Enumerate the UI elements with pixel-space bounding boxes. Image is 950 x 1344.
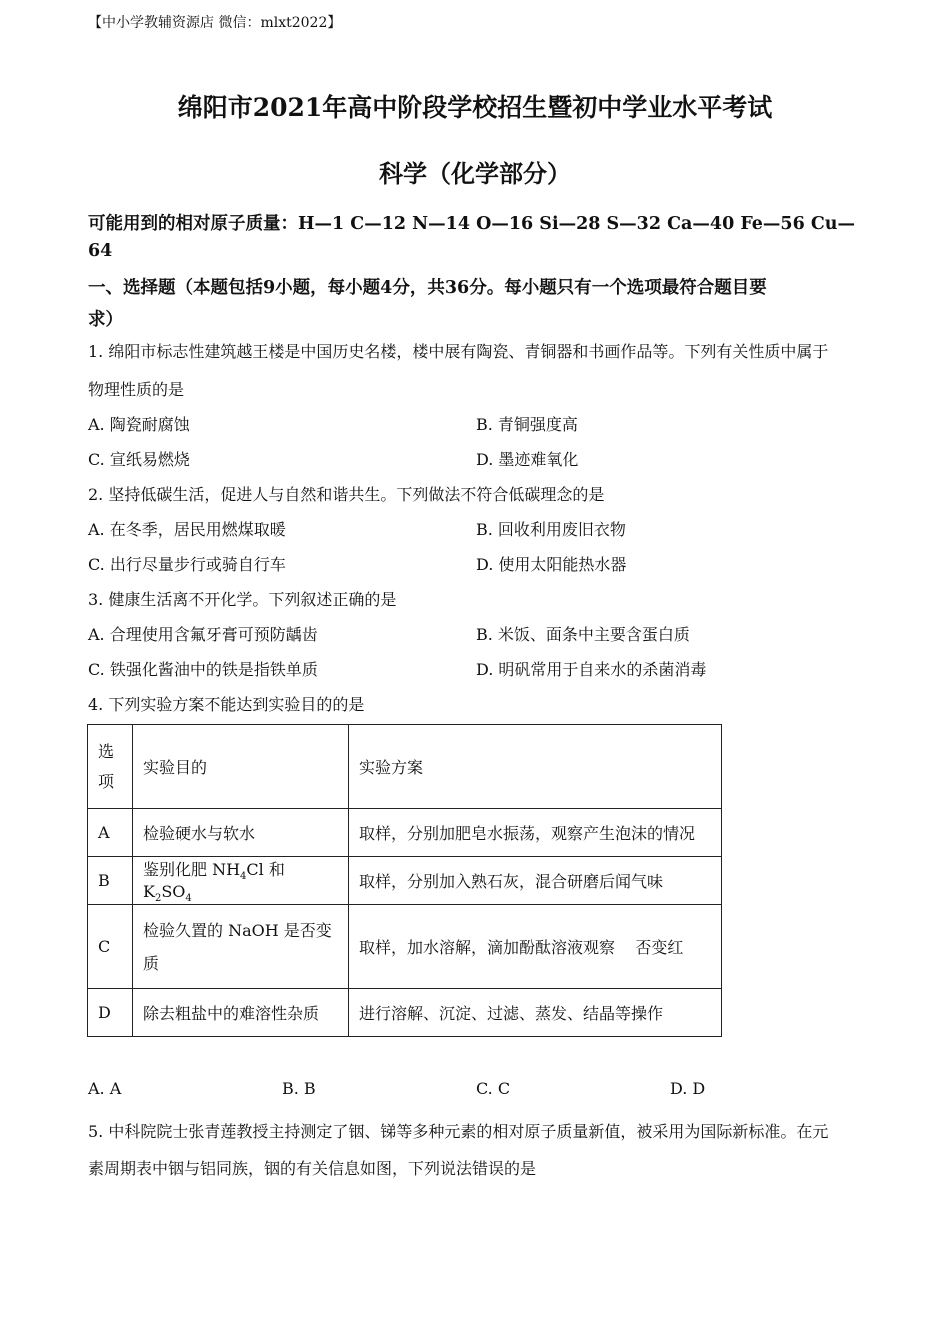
- row-purpose: 鉴别化肥 $NH_4Cl$ 和 $K_2SO_4$: [133, 857, 349, 905]
- section-heading-line2: 求）: [88, 310, 123, 330]
- row-plan: 取样，加水溶解，滴加酚酞溶液观察 否变红: [349, 905, 722, 989]
- q3-stem: 3. 健康生活离不开化学。下列叙述正确的是: [88, 590, 397, 609]
- q3-option-c: C. 铁强化酱油中的铁是指铁单质: [88, 660, 318, 679]
- q3-option-b: B. 米饭、面条中主要含蛋白质: [476, 625, 690, 644]
- q1-option-a: A. 陶瓷耐腐蚀: [88, 415, 190, 434]
- atomic-mass-line2: 64: [88, 241, 113, 261]
- header-plan-cell: 实验方案: [349, 725, 722, 809]
- q2-option-c: C. 出行尽量步行或骑自行车: [88, 555, 286, 574]
- q4-option-a: A. A: [88, 1079, 122, 1098]
- row-option: A: [88, 809, 133, 857]
- table-row: [88, 905, 722, 989]
- header-purpose-cell: 实验目的: [133, 725, 349, 809]
- q2-option-a: A. 在冬季，居民用燃煤取暖: [88, 520, 286, 539]
- exam-title: 绵阳市2021年高中阶段学校招生暨初中学业水平考试: [177, 93, 773, 122]
- row-plan: 进行溶解、沉淀、过滤、蒸发、结晶等操作: [349, 989, 722, 1037]
- table-row: [88, 857, 722, 905]
- q5-stem-line1: 5. 中科院院士张青莲教授主持测定了铟、锑等多种元素的相对原子质量新值，被采用为国际新标准。在元: [88, 1122, 829, 1141]
- row-purpose: 检验久置的 NaOH 是否变 质: [133, 905, 349, 989]
- row-purpose: 检验硬水与软水: [133, 809, 349, 857]
- row-option: B: [88, 857, 133, 905]
- header-option-cell: 选 项: [88, 725, 133, 809]
- exam-subtitle: 科学（化学部分）: [379, 159, 571, 188]
- q4-stem: 4. 下列实验方案不能达到实验目的的是: [88, 695, 365, 714]
- q4-option-b: B. B: [282, 1079, 316, 1098]
- q4-option-c: C. C: [476, 1079, 511, 1098]
- page-header-note: 【中小学教辅资源店 微信：mlxt2022】: [88, 15, 342, 31]
- row-plan: 取样，分别加肥皂水振荡，观察产生泡沫的情况: [349, 809, 722, 857]
- row-purpose: 除去粗盐中的难溶性杂质: [133, 989, 349, 1037]
- q1-option-b: B. 青铜强度高: [476, 415, 578, 434]
- q1-option-c: C. 宣纸易燃烧: [88, 450, 190, 469]
- row-plan: 取样，分别加入熟石灰，混合研磨后闻气味: [349, 857, 722, 905]
- q4-option-d: D. D: [670, 1079, 706, 1098]
- q1-option-d: D. 墨迹难氧化: [476, 450, 579, 469]
- q2-option-d: D. 使用太阳能热水器: [476, 555, 627, 574]
- section-heading-line1: 一、选择题（本题包括9小题，每小题4分，共36分。每小题只有一个选项最符合题目要: [88, 278, 767, 298]
- q5-stem-line2: 素周期表中铟与铝同族，铟的有关信息如图，下列说法错误的是: [88, 1159, 537, 1178]
- q3-option-a: A. 合理使用含氟牙膏可预防龋齿: [88, 625, 318, 644]
- q2-option-b: B. 回收利用废旧衣物: [476, 520, 626, 539]
- table-header-row: [88, 725, 722, 809]
- row-option: D: [88, 989, 133, 1037]
- experiment-table: [87, 724, 722, 1037]
- q3-option-d: D. 明矾常用于自来水的杀菌消毒: [476, 660, 707, 679]
- q1-stem-line2: 物理性质的是: [88, 380, 185, 399]
- atomic-mass-line1: 可能用到的相对原子质量：H—1 C—12 N—14 O—16 Si—28 S—32 Ca—40 Fe—56 Cu—: [88, 214, 856, 234]
- table-row: [88, 989, 722, 1037]
- table-row: [88, 809, 722, 857]
- q2-stem: 2. 坚持低碳生活，促进人与自然和谐共生。下列做法不符合低碳理念的是: [88, 485, 605, 504]
- q1-stem-line1: 1. 绵阳市标志性建筑越王楼是中国历史名楼，楼中展有陶瓷、青铜器和书画作品等。下列有关性质中属于: [88, 342, 829, 361]
- row-option: C: [88, 905, 133, 989]
